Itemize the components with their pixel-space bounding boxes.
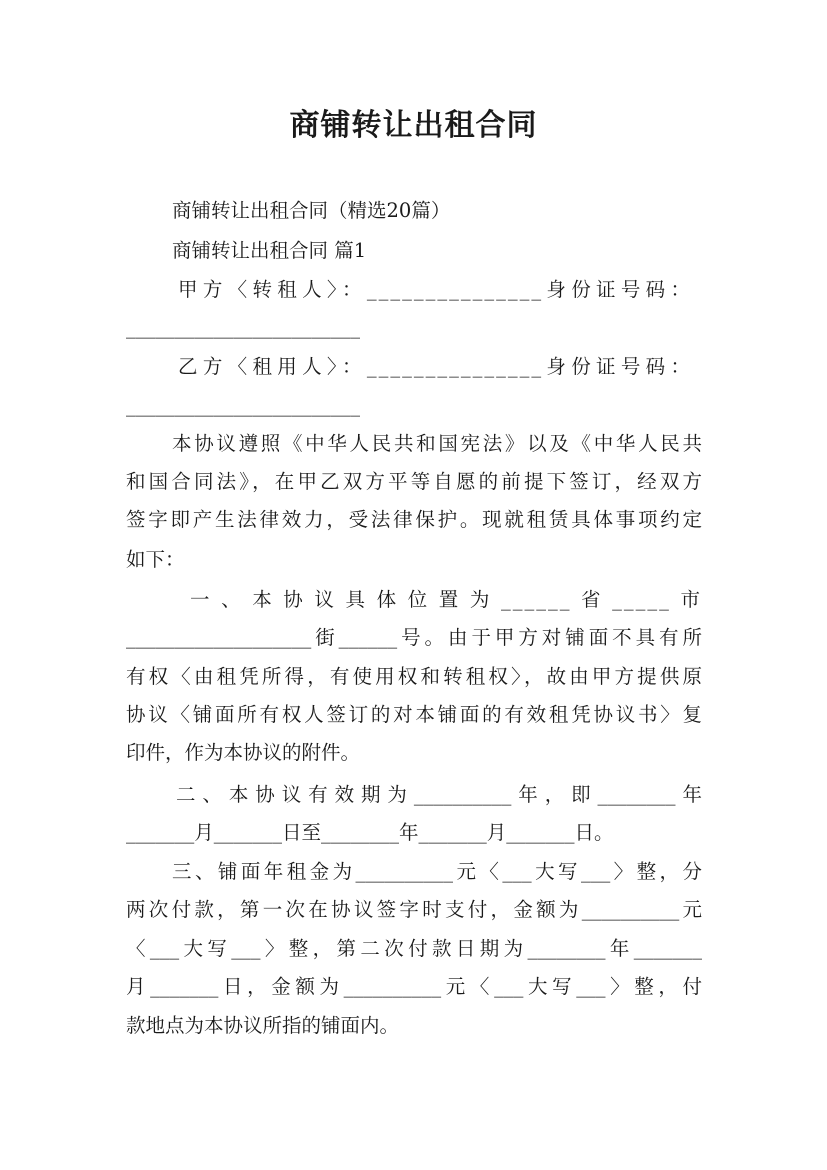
party-b-line: 乙方〈租用人〉：_______________身份证号码： [178, 355, 692, 378]
paragraph-line: 签字即产生法律效力，受法律保护。现就租赁具体事项约定 [126, 508, 702, 531]
clause-1-line: 协议〈铺面所有权人签订的对本铺面的有效租凭协议书〉复 [126, 703, 702, 726]
clause-3-line: 〈___大写___〉整，第二次付款日期为________年_______ [126, 937, 702, 960]
paragraph-line: 如下： [126, 548, 185, 571]
clause-3-line: 款地点为本协议所指的铺面内。 [126, 1014, 400, 1037]
party-b-id-blank: ________________________ [126, 394, 360, 417]
party-a-id-blank: ________________________ [126, 316, 360, 339]
party-a-line: 甲方〈转租人〉：_______________身份证号码： [178, 278, 692, 301]
paragraph-line: 本协议遵照《中华人民共和国宪法》以及《中华人民共 [172, 432, 702, 455]
clause-2-line: _______月_______日至________年_______月_______日。 [126, 821, 614, 844]
clause-3-line: 两次付款，第一次在协议签字时支付，金额为__________元 [126, 898, 702, 921]
paragraph-line: 和国合同法》，在甲乙双方平等自愿的前提下签订，经双方 [126, 470, 702, 493]
clause-2-line: 二、本协议有效期为__________年，即________年 [176, 783, 702, 806]
clause-1-line: ___________________街______号。由于甲方对铺面不具有所 [126, 626, 702, 649]
clause-1-line: 一、本协议具体位置为______省_____市 [190, 588, 702, 611]
section-heading: 商铺转让出租合同 篇1 [172, 239, 367, 262]
clause-3-line: 三、铺面年租金为__________元〈___大写___〉整，分 [172, 860, 702, 883]
clause-1-line: 有权〈由租凭所得，有使用权和转租权〉，故由甲方提供原 [126, 665, 702, 688]
clause-1-line: 印件，作为本协议的附件。 [126, 741, 361, 764]
document-title: 商铺转让出租合同 [289, 108, 538, 143]
subtitle-line: 商铺转让出租合同（精选20篇） [172, 199, 451, 222]
clause-3-line: 月_______日，金额为__________元〈___大写___〉整，付 [126, 975, 702, 998]
